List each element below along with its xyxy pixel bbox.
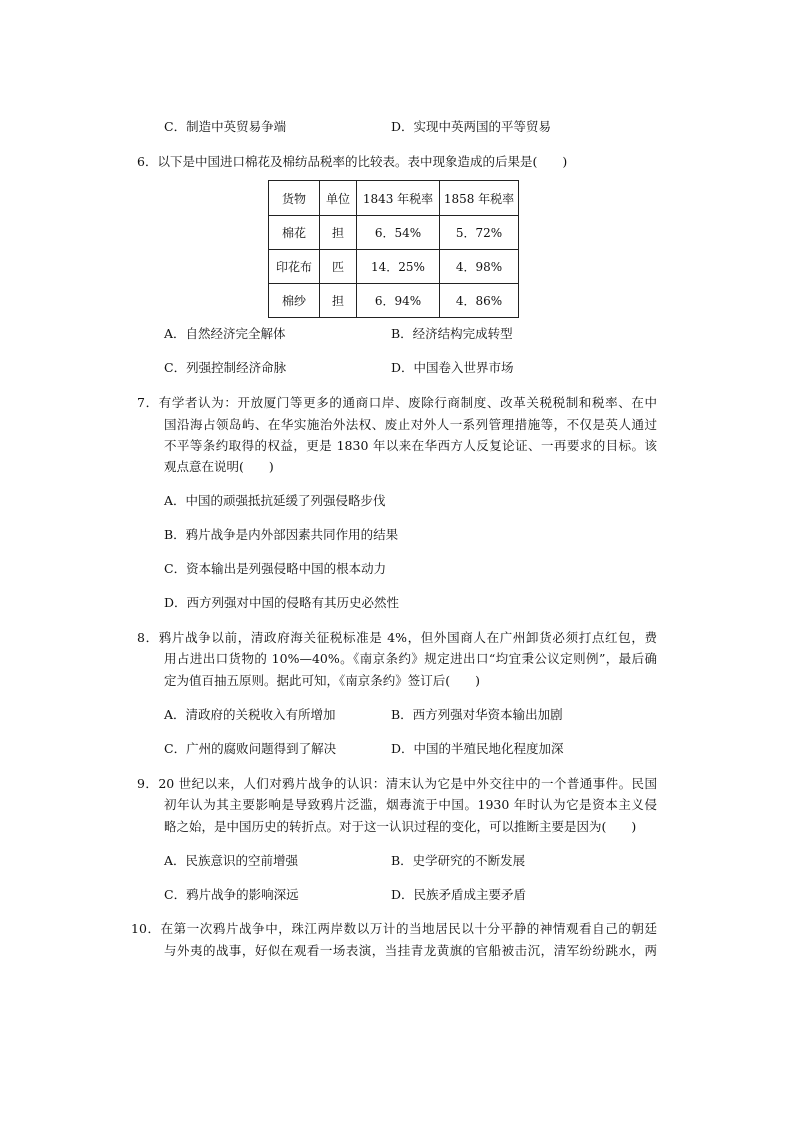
q6-option-d: D．中国卷入世界市场 xyxy=(391,360,514,375)
q9-option-c: C．鸦片战争的影响深远 xyxy=(164,887,299,902)
q10-line-1: 10．在第一次鸦片战争中，珠江两岸数以万计的当地居民以十分平静的神情观看自己的朝廷 xyxy=(131,921,657,936)
table-header-cell: 1843 年税率 xyxy=(357,181,440,216)
q5-option-c: C．制造中英贸易争端 xyxy=(164,119,287,134)
q10-line-2: 与外夷的战事，好似在观看一场表演，当挂青龙黄旗的官船被击沉，清军纷纷跳水，两 xyxy=(164,943,657,958)
q9-line-2: 初年认为其主要影响是导致鸦片泛滥，烟毒流于中国。1930 年时认为它是资本主义侵 xyxy=(164,797,657,812)
q9-option-a: A．民族意识的空前增强 xyxy=(164,853,299,868)
q6-stem: 6．以下是中国进口棉花及棉纺品税率的比较表。表中现象造成的后果是( ) xyxy=(137,154,568,169)
q7-line-1: 7．有学者认为：开放厦门等更多的通商口岸、废除行商制度、改革关税税制和税率、在中 xyxy=(137,395,657,410)
table-row xyxy=(269,216,519,250)
q5-option-d: D．实现中英两国的平等贸易 xyxy=(391,119,552,134)
table-cell: 4．86% xyxy=(440,284,519,318)
table-cell: 印花布 xyxy=(269,250,320,284)
table-cell: 6．54% xyxy=(357,216,440,250)
table-row xyxy=(269,250,519,284)
table-cell: 担 xyxy=(320,284,357,318)
q8-option-a: A．清政府的关税收入有所增加 xyxy=(164,707,336,722)
q6-option-a: A．自然经济完全解体 xyxy=(164,326,286,341)
q7-line-3: 不平等条约取得的权益，更是 1830 年以来在华西方人反复论证、一再要求的目标。该 xyxy=(164,438,657,453)
table-header-cell: 1858 年税率 xyxy=(440,181,519,216)
table-header-row xyxy=(269,181,519,216)
q7-option-b: B．鸦片战争是内外部因素共同作用的结果 xyxy=(164,527,399,542)
q8-option-b: B．西方列强对华资本输出加剧 xyxy=(391,707,563,722)
q7-line-2: 国沿海占领岛屿、在华实施治外法权、废止对外人一系列管理措施等，不仅是英人通过 xyxy=(164,417,657,432)
table-cell: 14．25% xyxy=(357,250,440,284)
table-cell: 棉花 xyxy=(269,216,320,250)
table-cell: 6．94% xyxy=(357,284,440,318)
tax-rate-table xyxy=(268,180,519,318)
q8-line-1: 8．鸦片战争以前，清政府海关征税标准是 4%，但外国商人在广州卸货必须打点红包，费 xyxy=(137,630,657,645)
q9-option-b: B．史学研究的不断发展 xyxy=(391,853,526,868)
q7-option-d: D．西方列强对中国的侵略有其历史必然性 xyxy=(164,595,400,610)
table-cell: 棉纱 xyxy=(269,284,320,318)
q9-line-3: 略之始，是中国历史的转折点。对于这一认识过程的变化，可以推断主要是因为( ) xyxy=(164,819,637,834)
q7-option-c: C．资本输出是列强侵略中国的根本动力 xyxy=(164,561,387,576)
q6-option-b: B．经济结构完成转型 xyxy=(391,326,513,341)
q8-line-2: 用占进出口货物的 10%—40%。《南京条约》规定进出口“均宜秉公议定则例”，最后确 xyxy=(164,651,657,666)
table-cell: 5．72% xyxy=(440,216,519,250)
q7-line-4: 观点意在说明( ) xyxy=(164,459,274,474)
q7-option-a: A．中国的顽强抵抗延缓了列强侵略步伐 xyxy=(164,493,386,508)
q8-line-3: 定为值百抽五原则。据此可知，《南京条约》签订后( ) xyxy=(164,673,481,688)
table-cell: 匹 xyxy=(320,250,357,284)
table-header-cell: 货物 xyxy=(269,181,320,216)
table-row xyxy=(269,284,519,318)
q9-option-d: D．民族矛盾成主要矛盾 xyxy=(391,887,527,902)
q6-option-c: C．列强控制经济命脉 xyxy=(164,360,287,375)
q8-option-d: D．中国的半殖民地化程度加深 xyxy=(391,741,564,756)
table-cell: 担 xyxy=(320,216,357,250)
q8-option-c: C．广州的腐败问题得到了解决 xyxy=(164,741,337,756)
table-cell: 4．98% xyxy=(440,250,519,284)
q9-line-1: 9．20 世纪以来，人们对鸦片战争的认识：清末认为它是中外交往中的一个普通事件。民国 xyxy=(137,776,657,791)
table-header-cell: 单位 xyxy=(320,181,357,216)
